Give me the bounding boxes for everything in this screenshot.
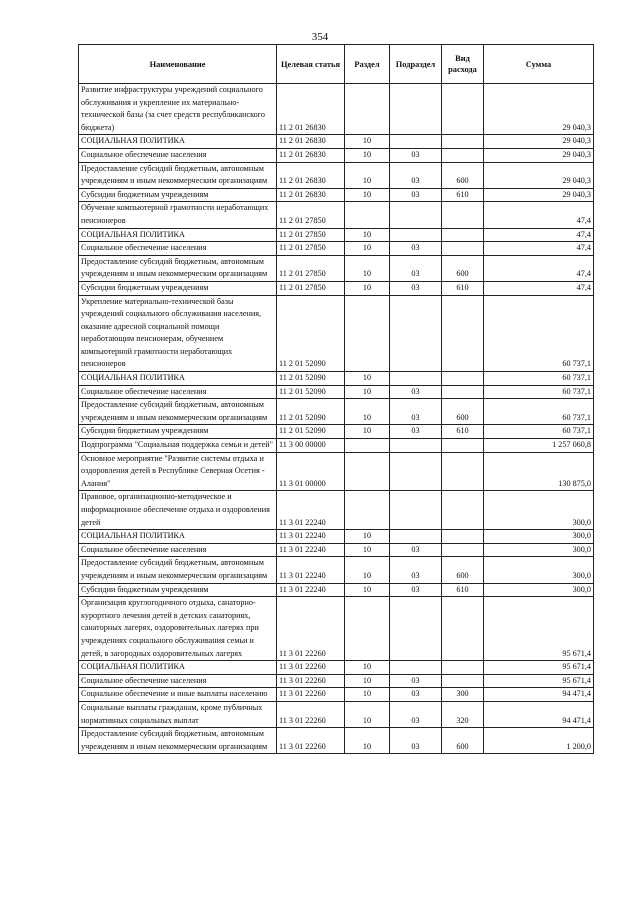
cell-sum: 29 040,3	[484, 162, 594, 188]
cell-vid	[442, 84, 484, 135]
cell-podrazdel: 03	[390, 242, 442, 256]
cell-name: Правовое, организационно-методическое и информационное обеспечение отдыха и оздоровления детей	[79, 491, 277, 530]
cell-sum: 47,4	[484, 255, 594, 281]
cell-code: 11 3 00 00000	[277, 439, 345, 453]
cell-sum: 60 737,1	[484, 385, 594, 399]
cell-code: 11 3 01 22240	[277, 491, 345, 530]
cell-sum: 1 257 060,8	[484, 439, 594, 453]
cell-sum: 300,0	[484, 557, 594, 583]
table-row	[79, 557, 594, 583]
cell-razdel	[345, 295, 390, 372]
cell-name: СОЦИАЛЬНАЯ ПОЛИТИКА	[79, 661, 277, 675]
table-row	[79, 674, 594, 688]
cell-podrazdel: 03	[390, 148, 442, 162]
cell-name: Субсидии бюджетным учреждениям	[79, 583, 277, 597]
cell-name: Субсидии бюджетным учреждениям	[79, 281, 277, 295]
cell-razdel: 10	[345, 701, 390, 727]
cell-razdel: 10	[345, 661, 390, 675]
cell-razdel	[345, 452, 390, 491]
table-row	[79, 597, 594, 661]
cell-code: 11 2 01 27850	[277, 228, 345, 242]
cell-name: Социальное обеспечение населения	[79, 385, 277, 399]
table-row	[79, 295, 594, 372]
cell-sum: 130 875,0	[484, 452, 594, 491]
cell-vid: 610	[442, 583, 484, 597]
table-row	[79, 661, 594, 675]
cell-vid: 610	[442, 425, 484, 439]
cell-vid: 300	[442, 688, 484, 702]
cell-podrazdel	[390, 530, 442, 544]
cell-podrazdel: 03	[390, 583, 442, 597]
cell-code: 11 3 01 22260	[277, 688, 345, 702]
cell-code: 11 2 01 26830	[277, 84, 345, 135]
table-row	[79, 281, 594, 295]
cell-code: 11 3 01 22260	[277, 701, 345, 727]
cell-sum: 47,4	[484, 242, 594, 256]
cell-name: Предоставление субсидий бюджетным, автономным учреждениям и иным некоммерческим организациям	[79, 557, 277, 583]
cell-sum: 60 737,1	[484, 399, 594, 425]
cell-vid: 600	[442, 399, 484, 425]
cell-name: СОЦИАЛЬНАЯ ПОЛИТИКА	[79, 372, 277, 386]
cell-vid: 600	[442, 557, 484, 583]
cell-code: 11 3 01 22240	[277, 557, 345, 583]
cell-code: 11 2 01 52090	[277, 295, 345, 372]
cell-code: 11 2 01 52090	[277, 372, 345, 386]
cell-name: Социальное обеспечение населения	[79, 148, 277, 162]
cell-podrazdel	[390, 372, 442, 386]
cell-podrazdel	[390, 452, 442, 491]
cell-razdel: 10	[345, 148, 390, 162]
cell-code: 11 2 01 27850	[277, 281, 345, 295]
cell-razdel: 10	[345, 688, 390, 702]
cell-name: Социальное обеспечение и иные выплаты населению	[79, 688, 277, 702]
cell-podrazdel: 03	[390, 543, 442, 557]
cell-razdel	[345, 491, 390, 530]
cell-code: 11 3 01 22260	[277, 597, 345, 661]
column-header-name: Наименование	[79, 45, 277, 84]
cell-name: Организация круглогодичного отдыха, санаторно-курортного лечения детей в детских санаториях, санаторных лагерях, оздоровительных лагерях при учреждениях социального обслуживания семьи и детей, в загородных оздоровительных лагерях	[79, 597, 277, 661]
cell-podrazdel	[390, 228, 442, 242]
cell-razdel: 10	[345, 674, 390, 688]
cell-vid	[442, 674, 484, 688]
cell-code: 11 3 01 22240	[277, 530, 345, 544]
cell-vid: 320	[442, 701, 484, 727]
cell-code: 11 3 01 22260	[277, 661, 345, 675]
cell-podrazdel: 03	[390, 674, 442, 688]
cell-sum: 29 040,3	[484, 84, 594, 135]
cell-razdel: 10	[345, 530, 390, 544]
page-number: 354	[311, 31, 329, 43]
cell-name: СОЦИАЛЬНАЯ ПОЛИТИКА	[79, 530, 277, 544]
cell-name: Основное мероприятие "Развитие системы отдыха и оздоровления детей в Республике Северная Осетия - Алания"	[79, 452, 277, 491]
cell-podrazdel	[390, 491, 442, 530]
cell-sum: 94 471,4	[484, 688, 594, 702]
table-row	[79, 543, 594, 557]
cell-sum: 29 040,3	[484, 148, 594, 162]
cell-code: 11 2 01 26830	[277, 148, 345, 162]
cell-podrazdel: 03	[390, 399, 442, 425]
cell-name: Социальные выплаты гражданам, кроме публичных нормативных социальных выплат	[79, 701, 277, 727]
cell-code: 11 3 01 22240	[277, 583, 345, 597]
cell-vid	[442, 242, 484, 256]
cell-podrazdel: 03	[390, 188, 442, 202]
cell-podrazdel: 03	[390, 281, 442, 295]
cell-vid	[442, 661, 484, 675]
cell-razdel: 10	[345, 583, 390, 597]
table-row	[79, 242, 594, 256]
cell-razdel: 10	[345, 728, 390, 754]
cell-podrazdel	[390, 661, 442, 675]
budget-table	[78, 44, 594, 754]
cell-razdel: 10	[345, 135, 390, 149]
cell-podrazdel: 03	[390, 255, 442, 281]
cell-name: Обучение компьютерной грамотности неработающих пенсионеров	[79, 202, 277, 228]
table-row	[79, 202, 594, 228]
cell-sum: 300,0	[484, 583, 594, 597]
cell-razdel: 10	[345, 543, 390, 557]
cell-code: 11 3 01 22240	[277, 543, 345, 557]
cell-vid	[442, 530, 484, 544]
cell-code: 11 2 01 27850	[277, 255, 345, 281]
cell-razdel: 10	[345, 228, 390, 242]
cell-podrazdel	[390, 295, 442, 372]
cell-name: Подпрограмма "Социальная поддержка семьи и детей"	[79, 439, 277, 453]
cell-sum: 60 737,1	[484, 295, 594, 372]
table-row	[79, 148, 594, 162]
cell-vid: 610	[442, 188, 484, 202]
cell-podrazdel	[390, 135, 442, 149]
cell-vid	[442, 385, 484, 399]
cell-name: Предоставление субсидий бюджетным, автономным учреждениям и иным некоммерческим организациям	[79, 728, 277, 754]
table-row	[79, 188, 594, 202]
cell-podrazdel: 03	[390, 557, 442, 583]
cell-vid	[442, 452, 484, 491]
table-row	[79, 425, 594, 439]
cell-razdel	[345, 439, 390, 453]
cell-code: 11 3 01 22260	[277, 728, 345, 754]
cell-vid	[442, 543, 484, 557]
cell-razdel	[345, 597, 390, 661]
cell-podrazdel: 03	[390, 701, 442, 727]
cell-sum: 60 737,1	[484, 425, 594, 439]
table-row	[79, 228, 594, 242]
cell-vid	[442, 148, 484, 162]
cell-razdel: 10	[345, 385, 390, 399]
cell-razdel: 10	[345, 281, 390, 295]
cell-code: 11 3 01 00000	[277, 452, 345, 491]
cell-razdel: 10	[345, 425, 390, 439]
table-row	[79, 452, 594, 491]
cell-razdel	[345, 84, 390, 135]
table-row	[79, 530, 594, 544]
table-row	[79, 728, 594, 754]
cell-code: 11 3 01 22260	[277, 674, 345, 688]
cell-name: Субсидии бюджетным учреждениям	[79, 188, 277, 202]
cell-podrazdel	[390, 202, 442, 228]
cell-vid	[442, 491, 484, 530]
cell-code: 11 2 01 26830	[277, 162, 345, 188]
cell-name: Предоставление субсидий бюджетным, автономным учреждениям и иным некоммерческим организациям	[79, 255, 277, 281]
cell-razdel: 10	[345, 372, 390, 386]
cell-podrazdel: 03	[390, 425, 442, 439]
table-row	[79, 439, 594, 453]
cell-name: Социальное обеспечение населения	[79, 543, 277, 557]
cell-razdel	[345, 202, 390, 228]
cell-name: Предоставление субсидий бюджетным, автономным учреждениям и иным некоммерческим организациям	[79, 162, 277, 188]
column-header-podrazdel: Подраздел	[390, 45, 442, 84]
column-header-code: Целевая статья	[277, 45, 345, 84]
cell-name: Укрепление материально-технической базы учреждений социального обслуживания населения, оказание адресной социальной помощи неработающим пенсионерам, обучением компьютерной грамотности неработающих пенсионеров	[79, 295, 277, 372]
cell-name: Развитие инфраструктуры учреждений социального обслуживания и укрепление их материально-технической базы (за счет средств республиканского бюджета)	[79, 84, 277, 135]
cell-vid	[442, 439, 484, 453]
table-row	[79, 372, 594, 386]
cell-razdel: 10	[345, 162, 390, 188]
table-row	[79, 385, 594, 399]
cell-sum: 95 671,4	[484, 674, 594, 688]
cell-vid: 600	[442, 162, 484, 188]
cell-sum: 60 737,1	[484, 372, 594, 386]
table-row	[79, 688, 594, 702]
cell-code: 11 2 01 27850	[277, 242, 345, 256]
cell-razdel: 10	[345, 557, 390, 583]
table-row	[79, 399, 594, 425]
cell-vid	[442, 597, 484, 661]
cell-sum: 300,0	[484, 543, 594, 557]
cell-name: СОЦИАЛЬНАЯ ПОЛИТИКА	[79, 135, 277, 149]
cell-name: СОЦИАЛЬНАЯ ПОЛИТИКА	[79, 228, 277, 242]
cell-vid: 600	[442, 728, 484, 754]
cell-sum: 47,4	[484, 228, 594, 242]
cell-sum: 29 040,3	[484, 188, 594, 202]
cell-razdel: 10	[345, 399, 390, 425]
cell-vid: 610	[442, 281, 484, 295]
cell-code: 11 2 01 26830	[277, 135, 345, 149]
cell-sum: 95 671,4	[484, 597, 594, 661]
cell-podrazdel: 03	[390, 688, 442, 702]
table-row	[79, 255, 594, 281]
cell-name: Предоставление субсидий бюджетным, автономным учреждениям и иным некоммерческим организациям	[79, 399, 277, 425]
cell-vid: 600	[442, 255, 484, 281]
column-header-vid: Вид расхода	[442, 45, 484, 84]
cell-vid	[442, 202, 484, 228]
cell-podrazdel: 03	[390, 385, 442, 399]
cell-vid	[442, 295, 484, 372]
table-row	[79, 135, 594, 149]
cell-podrazdel	[390, 439, 442, 453]
cell-code: 11 2 01 52090	[277, 385, 345, 399]
cell-vid	[442, 135, 484, 149]
cell-sum: 47,4	[484, 281, 594, 295]
cell-sum: 95 671,4	[484, 661, 594, 675]
cell-vid	[442, 228, 484, 242]
cell-vid	[442, 372, 484, 386]
table-row	[79, 583, 594, 597]
cell-name: Социальное обеспечение населения	[79, 242, 277, 256]
cell-sum: 300,0	[484, 530, 594, 544]
cell-sum: 94 471,4	[484, 701, 594, 727]
table-row	[79, 162, 594, 188]
cell-podrazdel	[390, 597, 442, 661]
table-row	[79, 84, 594, 135]
cell-podrazdel: 03	[390, 728, 442, 754]
cell-razdel: 10	[345, 188, 390, 202]
table-header-row	[79, 45, 594, 84]
cell-sum: 300,0	[484, 491, 594, 530]
table-body	[79, 84, 594, 754]
table-row	[79, 701, 594, 727]
cell-podrazdel	[390, 84, 442, 135]
cell-name: Социальное обеспечение населения	[79, 674, 277, 688]
cell-code: 11 2 01 26830	[277, 188, 345, 202]
column-header-razdel: Раздел	[345, 45, 390, 84]
cell-code: 11 2 01 52090	[277, 425, 345, 439]
cell-sum: 29 040,3	[484, 135, 594, 149]
cell-code: 11 2 01 52090	[277, 399, 345, 425]
cell-podrazdel: 03	[390, 162, 442, 188]
column-header-sum: Сумма	[484, 45, 594, 84]
cell-razdel: 10	[345, 255, 390, 281]
cell-code: 11 2 01 27850	[277, 202, 345, 228]
cell-name: Субсидии бюджетным учреждениям	[79, 425, 277, 439]
cell-sum: 1 200,0	[484, 728, 594, 754]
table-row	[79, 491, 594, 530]
cell-razdel: 10	[345, 242, 390, 256]
cell-sum: 47,4	[484, 202, 594, 228]
